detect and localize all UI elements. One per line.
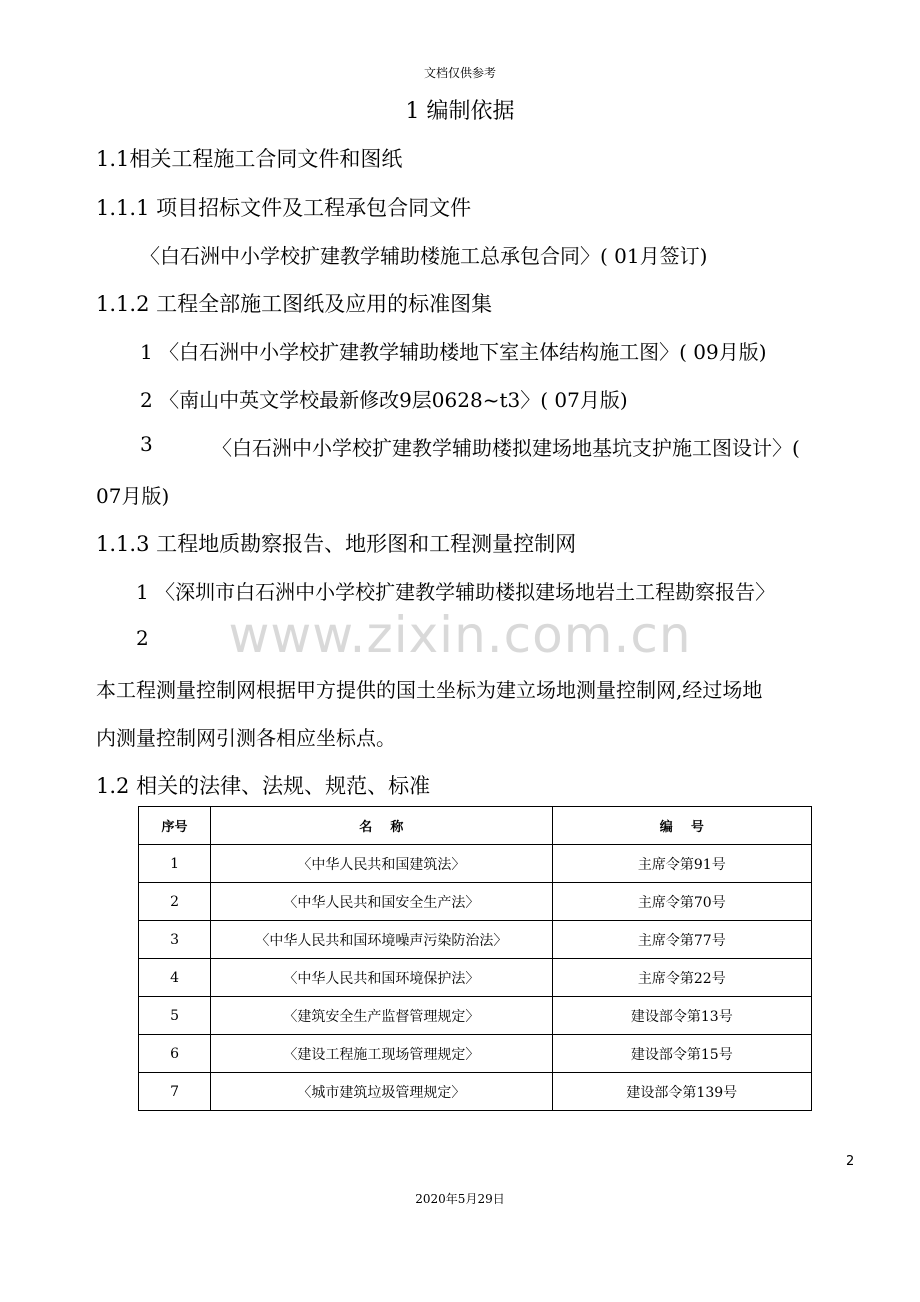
cell-name: 〈中华人民共和国环境保护法〉 [211, 959, 553, 997]
cell-code: 主席令第22号 [552, 959, 811, 997]
drawing-item-3-text: 〈白石洲中小学校扩建教学辅助楼拟建场地基坑支护施工图设计〉( [212, 436, 800, 460]
regulations-table [138, 806, 812, 1111]
cell-serial: 7 [139, 1073, 211, 1111]
cell-name: 〈中华人民共和国环境噪声污染防治法〉 [211, 921, 553, 959]
watermark: www.zixin.com.cn [228, 606, 692, 664]
cell-serial: 3 [139, 921, 211, 959]
cell-serial: 5 [139, 997, 211, 1035]
header-name: 名 称 [211, 807, 553, 845]
cell-serial: 6 [139, 1035, 211, 1073]
table-row [139, 959, 812, 997]
cell-name: 〈城市建筑垃圾管理规定〉 [211, 1073, 553, 1111]
section-1-1-heading: 1.1相关工程施工合同文件和图纸 [96, 147, 403, 171]
section-1-1-1-heading: 1.1.1 项目招标文件及工程承包合同文件 [96, 196, 472, 220]
table-header-row [139, 807, 812, 845]
section-1-1-3-heading: 1.1.3 工程地质勘察报告、地形图和工程测量控制网 [96, 532, 577, 556]
drawing-item-3-number: 3 [140, 432, 153, 456]
table-row [139, 997, 812, 1035]
page-number: 2 [846, 1154, 855, 1169]
survey-paragraph-line-1: 本工程测量控制网根据甲方提供的国土坐标为建立场地测量控制网,经过场地 [96, 678, 763, 702]
cell-name: 〈建筑安全生产监督管理规定〉 [211, 997, 553, 1035]
section-1-1-2-heading: 1.1.2 工程全部施工图纸及应用的标准图集 [96, 292, 493, 316]
cell-serial: 2 [139, 883, 211, 921]
cell-code: 建设部令第13号 [552, 997, 811, 1035]
contract-document-line: 〈白石洲中小学校扩建教学辅助楼施工总承包合同〉( 01月签订) [140, 244, 708, 268]
section-1-2-heading: 1.2 相关的法律、法规、规范、标准 [96, 774, 431, 798]
table-row [139, 845, 812, 883]
survey-item-1: 1 〈深圳市白石洲中小学校扩建教学辅助楼拟建场地岩土工程勘察报告〉 [136, 580, 776, 604]
cell-name: 〈中华人民共和国安全生产法〉 [211, 883, 553, 921]
header-serial: 序号 [139, 807, 211, 845]
header-code: 编 号 [552, 807, 811, 845]
cell-name: 〈中华人民共和国建筑法〉 [211, 845, 553, 883]
cell-code: 建设部令第15号 [552, 1035, 811, 1073]
table-row [139, 921, 812, 959]
cell-code: 主席令第77号 [552, 921, 811, 959]
table-row [139, 1035, 812, 1073]
cell-name: 〈建设工程施工现场管理规定〉 [211, 1035, 553, 1073]
table-row [139, 883, 812, 921]
footer-date: 2020年5月29日 [415, 1192, 505, 1206]
drawing-item-3-continuation: 07月版) [96, 484, 170, 508]
cell-code: 建设部令第139号 [552, 1073, 811, 1111]
table-row [139, 1073, 812, 1111]
cell-serial: 4 [139, 959, 211, 997]
cell-serial: 1 [139, 845, 211, 883]
survey-paragraph-line-2: 内测量控制网引测各相应坐标点。 [96, 726, 396, 750]
survey-item-2-number: 2 [136, 626, 149, 650]
chapter-title: 1 编制依据 [405, 99, 515, 124]
drawing-item-1: 1 〈白石洲中小学校扩建教学辅助楼地下室主体结构施工图〉( 09月版) [140, 340, 767, 364]
drawing-item-2: 2 〈南山中英文学校最新修改9层0628~t3〉( 07月版) [140, 388, 628, 412]
cell-code: 主席令第91号 [552, 845, 811, 883]
header-note: 文档仅供参考 [423, 66, 496, 80]
cell-code: 主席令第70号 [552, 883, 811, 921]
